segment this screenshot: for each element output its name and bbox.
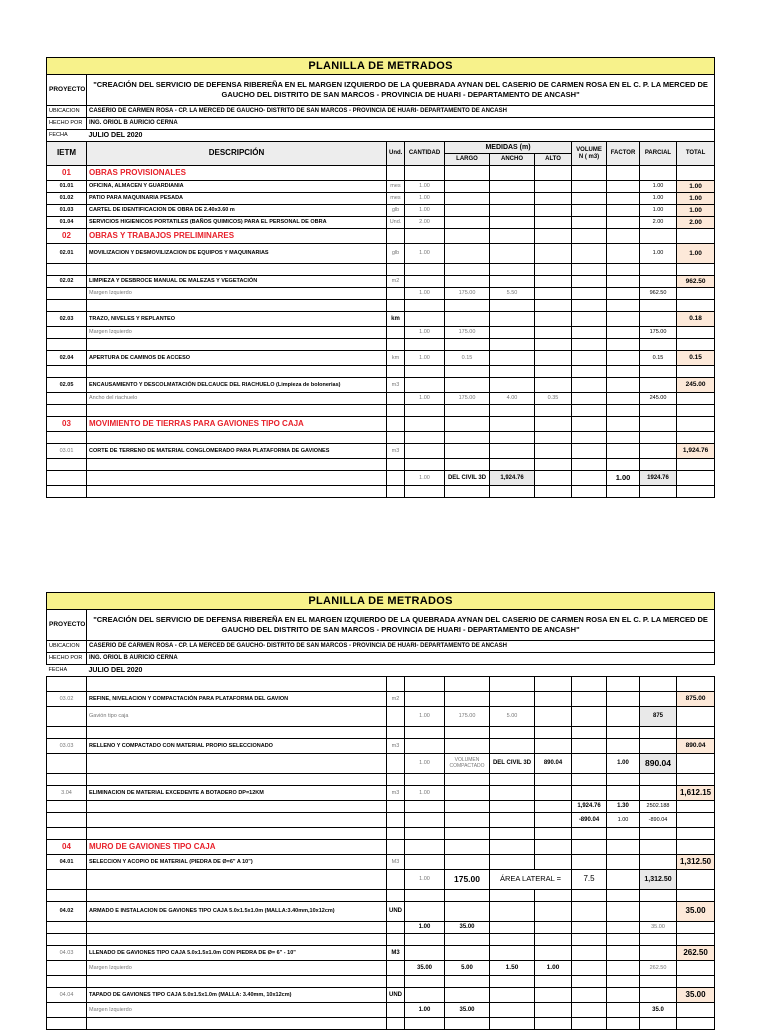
header-item: IETM bbox=[47, 142, 87, 166]
table-row bbox=[47, 205, 715, 217]
item-cant: 1.00 bbox=[405, 786, 445, 801]
header-und: Und. bbox=[387, 142, 405, 166]
fecha-label: FECHA bbox=[48, 667, 68, 674]
item-cant: 1.00 bbox=[405, 471, 445, 486]
item-parcial: 962.50 bbox=[640, 288, 677, 300]
section-row bbox=[47, 229, 715, 244]
item-total: 1.00 bbox=[677, 205, 715, 217]
table-row bbox=[47, 327, 715, 339]
item-total: 1.00 bbox=[677, 244, 715, 264]
item-und: km bbox=[387, 312, 405, 327]
item-factor: 1.00 bbox=[607, 813, 640, 828]
item-ancho: 4.00 bbox=[490, 393, 535, 405]
item-desc: CARTEL DE IDENTIFICACION DE OBRA DE 2.40x3.60 m bbox=[87, 205, 387, 217]
header-parcial: PARCIAL bbox=[640, 142, 677, 166]
item-desc: SELECCION Y ACOPIO DE MATERIAL (PIEDRA DE Ø=6" A 10") bbox=[87, 855, 387, 870]
item-total: 35.00 bbox=[677, 988, 715, 1003]
header-alto: ALTO bbox=[535, 154, 572, 166]
item-largo: 175.00 bbox=[445, 327, 490, 339]
item-cant: 1.00 bbox=[405, 193, 445, 205]
item-code: 02.05 bbox=[47, 378, 87, 393]
proyecto-text: "CREACIÓN DEL SERVICIO DE DEFENSA RIBEREÑA EN EL MARGEN IZQUIERDO DE LA QUEBRADA AYNAN DEL CASERIO DE CARMEN ROSA EN EL C. P. LA MERCED DE GAUCHO DEL DISTRITO DE SAN MARCOS - PROVINCIA DE HUARI - DEPARTAMENTO DE ANCASH" bbox=[87, 610, 715, 641]
hecho-text: ING. ORIOL B AURICIO CERNA bbox=[87, 118, 715, 130]
item-und: UND bbox=[387, 988, 405, 1003]
item-desc: OFICINA, ALMACEN Y GUARDIANIA bbox=[87, 181, 387, 193]
item-parcial: 245.00 bbox=[640, 393, 677, 405]
item-code: 3.04 bbox=[47, 786, 87, 801]
section-row bbox=[47, 166, 715, 181]
item-desc: SERVICIOS HIGIENICOS PORTATILES (BAÑOS QUIMICOS) PARA EL PERSONAL DE OBRA bbox=[87, 217, 387, 229]
metrados-sheet-2 bbox=[46, 592, 714, 1030]
item-subdesc: Margen Izquierdo bbox=[87, 961, 387, 976]
table-row bbox=[47, 801, 715, 813]
header-medidas: MEDIDAS (m) bbox=[445, 142, 572, 154]
table-row bbox=[47, 393, 715, 405]
item-desc: CORTE DE TERRENO DE MATERIAL CONGLOMERADO PARA PLATAFORMA DE GAVIONES bbox=[87, 444, 387, 459]
section-title: MURO DE GAVIONES TIPO CAJA bbox=[87, 840, 387, 855]
item-factor: 1.00 bbox=[607, 471, 640, 486]
section-code: 04 bbox=[47, 840, 87, 855]
fecha-label: FECHA bbox=[47, 130, 87, 142]
item-und: mes bbox=[387, 181, 405, 193]
item-desc: RELLENO Y COMPACTADO CON MATERIAL PROPIO SELECCIONADO bbox=[87, 739, 387, 754]
item-code: 02.01 bbox=[47, 244, 87, 264]
item-ancho: 1.50 bbox=[490, 961, 535, 976]
item-cant: 2.00 bbox=[405, 217, 445, 229]
volumen-compactado-label: VOLUMEN COMPACTADO bbox=[445, 754, 490, 774]
item-desc: APERTURA DE CAMINOS DE ACCESO bbox=[87, 351, 387, 366]
item-volumen: -890.04 bbox=[572, 813, 607, 828]
item-largo: 175.00 bbox=[445, 288, 490, 300]
item-cant: 1.00 bbox=[405, 922, 445, 934]
item-und: m3 bbox=[387, 378, 405, 393]
item-total: 0.15 bbox=[677, 351, 715, 366]
table-row bbox=[47, 961, 715, 976]
table-row bbox=[47, 813, 715, 828]
area-lateral-value: 7.5 bbox=[572, 870, 607, 890]
item-code: 01.02 bbox=[47, 193, 87, 205]
item-ancho: 5.50 bbox=[490, 288, 535, 300]
item-cant: 1.00 bbox=[405, 205, 445, 217]
item-desc: REFINE, NIVELACION Y COMPACTACIÓN PARA PLATAFORMA DEL GAVION bbox=[87, 692, 387, 707]
metrados-table bbox=[46, 57, 715, 498]
item-desc: TAPADO DE GAVIONES TIPO CAJA 5.0x1.5x1.0m (MALLA: 3.40mm, 10x12cm) bbox=[87, 988, 387, 1003]
item-cant: 1.00 bbox=[405, 393, 445, 405]
item-code: 03.02 bbox=[47, 692, 87, 707]
header-total: TOTAL bbox=[677, 142, 715, 166]
header-factor: FACTOR bbox=[607, 142, 640, 166]
item-total: 890.04 bbox=[677, 739, 715, 754]
hecho-label: HECHO POR bbox=[47, 118, 87, 130]
table-row bbox=[47, 378, 715, 393]
item-parcial: 1924.76 bbox=[640, 471, 677, 486]
item-code: 01.01 bbox=[47, 181, 87, 193]
proyecto-label: PROYECTO bbox=[47, 75, 87, 106]
item-code: 02.04 bbox=[47, 351, 87, 366]
item-parcial: 0.15 bbox=[640, 351, 677, 366]
item-largo: 35.00 bbox=[445, 922, 490, 934]
item-und: mes bbox=[387, 193, 405, 205]
item-parcial: 262.50 bbox=[640, 961, 677, 976]
section-title: OBRAS PROVISIONALES bbox=[87, 166, 387, 181]
fecha-text: JULIO DEL 2020 bbox=[87, 130, 715, 142]
item-total: 262.50 bbox=[677, 946, 715, 961]
table-row bbox=[47, 870, 715, 890]
item-parcial: 35.00 bbox=[640, 922, 677, 934]
sheet-title: PLANILLA DE METRADOS bbox=[47, 58, 715, 75]
item-cant: 1.00 bbox=[405, 754, 445, 774]
item-parcial: 890.04 bbox=[640, 754, 677, 774]
civil-label: DEL CIVIL 3D bbox=[445, 471, 490, 486]
header-ancho: ANCHO bbox=[490, 154, 535, 166]
table-row bbox=[47, 244, 715, 264]
item-cant: 1.00 bbox=[405, 870, 445, 890]
header-cantidad: CANTIDAD bbox=[405, 142, 445, 166]
item-und: M3 bbox=[387, 946, 405, 961]
item-largo: 175.00 bbox=[445, 707, 490, 727]
table-row bbox=[47, 692, 715, 707]
section-row bbox=[47, 840, 715, 855]
item-und: M3 bbox=[387, 855, 405, 870]
ubicacion-text: CASERIO DE CARMEN ROSA - CP. LA MERCED DE GAUCHO- DISTRITO DE SAN MARCOS - PROVINCIA DE HUARI- DEPARTAMENTO DE ANCASH bbox=[87, 106, 715, 118]
item-subdesc: Ancho del riachuelo bbox=[87, 393, 387, 405]
item-und: m3 bbox=[387, 786, 405, 801]
item-und: m2 bbox=[387, 692, 405, 707]
item-cant: 1.00 bbox=[405, 351, 445, 366]
item-total: 1,312.50 bbox=[677, 855, 715, 870]
item-factor: 1.30 bbox=[607, 801, 640, 813]
item-parcial: 1,312.50 bbox=[640, 870, 677, 890]
proyecto-text: "CREACIÓN DEL SERVICIO DE DEFENSA RIBEREÑA EN EL MARGEN IZQUIERDO DE LA QUEBRADA AYNAN DEL CASERIO DE CARMEN ROSA EN EL C. P. LA MERCED DE GAUCHO DEL DISTRITO DE SAN MARCOS - PROVINCIA DE HUARI - DEPARTAMENTO DE ANCASH" bbox=[87, 75, 715, 106]
table-row bbox=[47, 312, 715, 327]
table-row bbox=[47, 946, 715, 961]
item-desc: TRAZO, NIVELES Y REPLANTEO bbox=[87, 312, 387, 327]
ubicacion-label: UBICACION bbox=[47, 106, 87, 118]
item-parcial: 875 bbox=[640, 707, 677, 727]
table-row bbox=[47, 1003, 715, 1018]
sheet-title: PLANILLA DE METRADOS bbox=[47, 593, 715, 610]
item-parcial: 1.00 bbox=[640, 193, 677, 205]
item-code: 02.03 bbox=[47, 312, 87, 327]
item-desc: LLENADO DE GAVIONES TIPO CAJA 5.0x1.5x1.0m CON PIEDRA DE Ø= 6" - 10" bbox=[87, 946, 387, 961]
item-cant: 1.00 bbox=[405, 288, 445, 300]
section-row bbox=[47, 417, 715, 432]
item-code: 02.02 bbox=[47, 276, 87, 288]
header-volumen: VOLUME N ( m3) bbox=[572, 142, 607, 166]
item-desc: ARMADO E INSTALACION DE GAVIONES TIPO CAJA 5.0x1.5x1.0m (MALLA:3.40mm,10x12cm) bbox=[87, 902, 387, 922]
item-total: 245.00 bbox=[677, 378, 715, 393]
item-cant: 1.00 bbox=[405, 181, 445, 193]
table-row bbox=[47, 181, 715, 193]
table-row bbox=[47, 193, 715, 205]
section-code: 03 bbox=[47, 417, 87, 432]
item-parcial: 35.0 bbox=[640, 1003, 677, 1018]
item-code: 03.01 bbox=[47, 444, 87, 459]
item-desc: ELIMINACION DE MATERIAL EXCEDENTE A BOTADERO DP=12KM bbox=[87, 786, 387, 801]
civil-value: 890.04 bbox=[535, 754, 572, 774]
ubicacion-text: CASERIO DE CARMEN ROSA - CP. LA MERCED DE GAUCHO- DISTRITO DE SAN MARCOS - PROVINCIA DE HUARI- DEPARTAMENTO DE ANCASH bbox=[87, 641, 715, 653]
item-parcial: 1.00 bbox=[640, 181, 677, 193]
item-subdesc: Margen Izquierdo bbox=[87, 288, 387, 300]
item-und: km bbox=[387, 351, 405, 366]
item-largo: 5.00 bbox=[445, 961, 490, 976]
item-code: 01.03 bbox=[47, 205, 87, 217]
metrados-table bbox=[46, 592, 715, 1030]
table-row bbox=[47, 786, 715, 801]
table-row bbox=[47, 217, 715, 229]
item-und: glb bbox=[387, 244, 405, 264]
item-total: 875.00 bbox=[677, 692, 715, 707]
item-parcial: -890.04 bbox=[640, 813, 677, 828]
table-row bbox=[47, 276, 715, 288]
ubicacion-label: UBICACION bbox=[47, 641, 87, 653]
item-total: 0.18 bbox=[677, 312, 715, 327]
item-total: 35.00 bbox=[677, 902, 715, 922]
item-largo: 175.00 bbox=[445, 393, 490, 405]
item-und: Und. bbox=[387, 217, 405, 229]
item-total: 1,924.76 bbox=[677, 444, 715, 459]
item-desc: LIMPIEZA Y DESBROCE MANUAL DE MALEZAS Y VEGETACIÓN bbox=[87, 276, 387, 288]
section-code: 01 bbox=[47, 166, 87, 181]
item-desc: PATIO PARA MAQUINARIA PESADA bbox=[87, 193, 387, 205]
header-descripcion: DESCRIPCIÓN bbox=[87, 142, 387, 166]
table-row bbox=[47, 739, 715, 754]
table-row bbox=[47, 855, 715, 870]
section-title: OBRAS Y TRABAJOS PRELIMINARES bbox=[87, 229, 387, 244]
item-largo: 175.00 bbox=[445, 870, 490, 890]
table-row bbox=[47, 922, 715, 934]
item-code: 03.03 bbox=[47, 739, 87, 754]
item-code: 01.04 bbox=[47, 217, 87, 229]
item-total: 1,612.15 bbox=[677, 786, 715, 801]
table-row bbox=[47, 288, 715, 300]
item-cant: 1.00 bbox=[405, 244, 445, 264]
hecho-text: ING. ORIOL B AURICIO CERNA bbox=[87, 653, 715, 665]
item-und: m2 bbox=[387, 276, 405, 288]
table-row bbox=[47, 471, 715, 486]
item-subdesc: Gavión tipo caja bbox=[87, 707, 387, 727]
item-code: 04.01 bbox=[47, 855, 87, 870]
item-largo: 0.15 bbox=[445, 351, 490, 366]
item-cant: 1.00 bbox=[405, 1003, 445, 1018]
item-volumen: 1,924.76 bbox=[572, 801, 607, 813]
item-und: UND bbox=[387, 902, 405, 922]
item-alto: 1.00 bbox=[535, 961, 572, 976]
hecho-label: HECHO POR bbox=[47, 653, 87, 665]
item-cant: 35.00 bbox=[405, 961, 445, 976]
item-total: 1.00 bbox=[677, 181, 715, 193]
header-largo: LARGO bbox=[445, 154, 490, 166]
item-parcial: 1.00 bbox=[640, 205, 677, 217]
table-row bbox=[47, 351, 715, 366]
item-parcial: 2.00 bbox=[640, 217, 677, 229]
item-und: glb bbox=[387, 205, 405, 217]
metrados-sheet-1 bbox=[46, 57, 714, 498]
area-lateral-label: ÁREA LATERAL = bbox=[490, 870, 572, 890]
civil-label: DEL CIVIL 3D bbox=[490, 754, 535, 774]
item-alto: 0.35 bbox=[535, 393, 572, 405]
item-factor: 1.00 bbox=[607, 754, 640, 774]
item-desc: MOVILIZACION Y DESMOVILIZACION DE EQUIPOS Y MAQUINARIAS bbox=[87, 244, 387, 264]
item-largo: 35.00 bbox=[445, 1003, 490, 1018]
item-cant: 1.00 bbox=[405, 707, 445, 727]
item-und: m3 bbox=[387, 444, 405, 459]
civil-value: 1,924.76 bbox=[490, 471, 535, 486]
item-total: 2.00 bbox=[677, 217, 715, 229]
item-parcial: 1.00 bbox=[640, 244, 677, 264]
item-parcial: 175.00 bbox=[640, 327, 677, 339]
item-subdesc: Margen Izquierdo bbox=[87, 1003, 387, 1018]
proyecto-label: PROYECTO bbox=[47, 610, 87, 641]
table-row bbox=[47, 754, 715, 774]
table-row bbox=[47, 707, 715, 727]
item-subdesc: Margen Izquierdo bbox=[87, 327, 387, 339]
table-row bbox=[47, 444, 715, 459]
item-parcial: 2502.188 bbox=[640, 801, 677, 813]
item-total: 1.00 bbox=[677, 193, 715, 205]
item-code: 04.04 bbox=[47, 988, 87, 1003]
item-code: 04.03 bbox=[47, 946, 87, 961]
item-desc: ENCAUSAMIENTO Y DESCOLMATACIÓN DELCAUCE DEL RIACHUELO (Limpieza de bolonerias) bbox=[87, 378, 387, 393]
item-total: 962.50 bbox=[677, 276, 715, 288]
section-title: MOVIMIENTO DE TIERRAS PARA GAVIONES TIPO CAJA bbox=[87, 417, 387, 432]
item-code: 04.02 bbox=[47, 902, 87, 922]
fecha-text: JULIO DEL 2020 bbox=[88, 666, 143, 674]
item-ancho: 5.00 bbox=[490, 707, 535, 727]
section-code: 02 bbox=[47, 229, 87, 244]
item-cant: 1.00 bbox=[405, 327, 445, 339]
table-row bbox=[47, 902, 715, 922]
table-row bbox=[47, 988, 715, 1003]
item-und: m3 bbox=[387, 739, 405, 754]
